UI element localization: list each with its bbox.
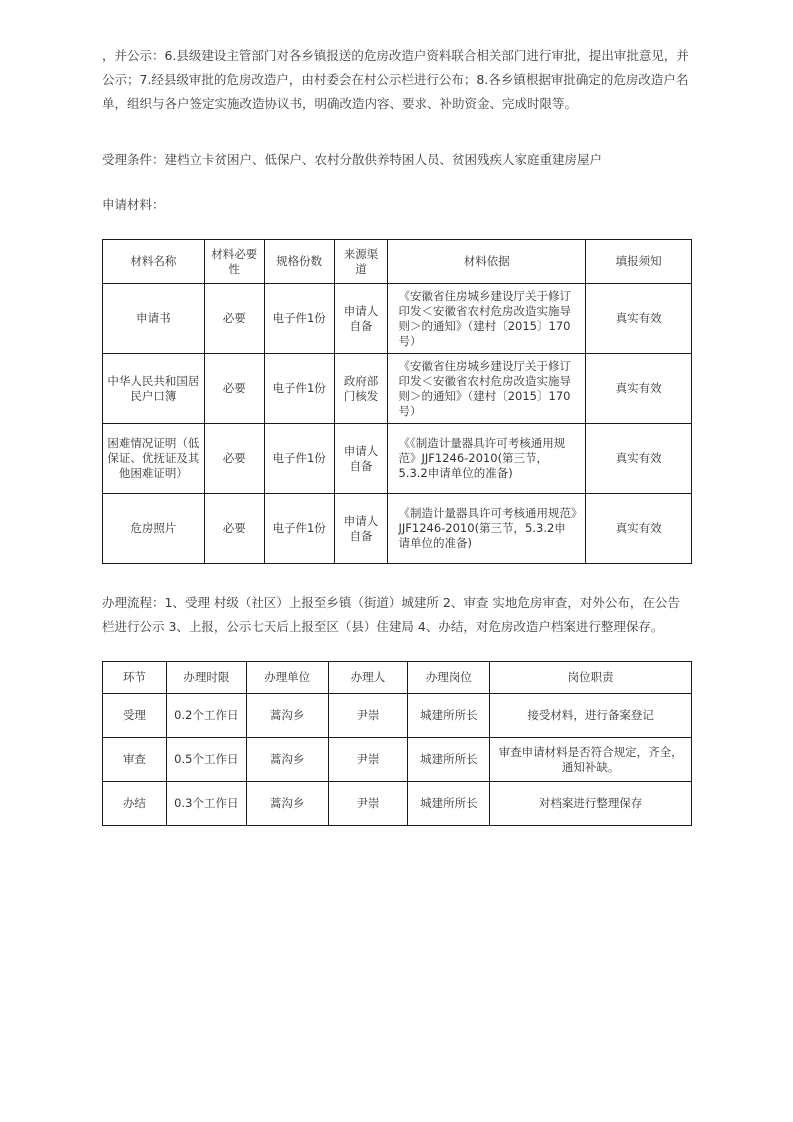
table-row (103, 424, 692, 494)
material-spec: 电子件1份 (264, 354, 334, 424)
table-row (103, 738, 692, 782)
header-necessity: 材料必要性 (204, 240, 264, 284)
process-post: 城建所所长 (408, 694, 490, 738)
process-duty: 接受材料，进行备案登记 (490, 694, 692, 738)
material-spec: 电子件1份 (264, 284, 334, 354)
material-name: 申请书 (103, 284, 205, 354)
material-note: 真实有效 (586, 354, 692, 424)
material-basis: 《安徽省住房城乡建设厅关于修订印发＜安徽省农村危房改造实施导则＞的通知》（建村〔2015〕170号） (388, 284, 586, 354)
process-person: 尹崇 (328, 782, 408, 826)
table-row (103, 284, 692, 354)
table-row (103, 694, 692, 738)
material-name: 困难情况证明（低保证、优抚证及其他困难证明） (103, 424, 205, 494)
material-source: 政府部门核发 (334, 354, 388, 424)
table-row (103, 782, 692, 826)
process-time: 0.3个工作日 (166, 782, 246, 826)
table-row (103, 494, 692, 564)
process-unit: 蒿沟乡 (246, 782, 328, 826)
material-note: 真实有效 (586, 424, 692, 494)
material-necessity: 必要 (204, 424, 264, 494)
process-duty: 对档案进行整理保存 (490, 782, 692, 826)
process-duty: 审查申请材料是否符合规定，齐全，通知补缺。 (490, 738, 692, 782)
header-post: 办理岗位 (408, 662, 490, 694)
materials-header-row (103, 240, 692, 284)
process-step: 受理 (103, 694, 167, 738)
header-spec: 规格份数 (264, 240, 334, 284)
header-source: 来源渠道 (334, 240, 388, 284)
materials-table (102, 239, 692, 564)
material-spec: 电子件1份 (264, 424, 334, 494)
process-person: 尹崇 (328, 738, 408, 782)
material-necessity: 必要 (204, 354, 264, 424)
material-name: 危房照片 (103, 494, 205, 564)
header-unit: 办理单位 (246, 662, 328, 694)
acceptance-conditions: 受理条件：建档立卡贫困户、低保户、农村分散供养特困人员、贫困残疾人家庭重建房屋户 (102, 152, 603, 167)
header-material-name: 材料名称 (103, 240, 205, 284)
material-source: 申请人自备 (334, 494, 388, 564)
material-necessity: 必要 (204, 284, 264, 354)
header-note: 填报须知 (586, 240, 692, 284)
header-basis: 材料依据 (388, 240, 586, 284)
process-step: 办结 (103, 782, 167, 826)
materials-heading: 申请材料： (102, 197, 165, 212)
process-time: 0.2个工作日 (166, 694, 246, 738)
header-step: 环节 (103, 662, 167, 694)
process-step: 审查 (103, 738, 167, 782)
material-note: 真实有效 (586, 284, 692, 354)
header-duty: 岗位职责 (490, 662, 692, 694)
process-header-row (103, 662, 692, 694)
process-post: 城建所所长 (408, 782, 490, 826)
material-source: 申请人自备 (334, 424, 388, 494)
material-name: 中华人民共和国居民户口簿 (103, 354, 205, 424)
intro-paragraph: ，并公示：6.县级建设主管部门对各乡镇报送的危房改造户资料联合相关部门进行审批，提出审批意见，并公示；7.经县级审批的危房改造户，由村委会在村公示栏进行公布；8.各乡镇根据审批确定的危房改造户名单，组织与各户签定实施改造协议书，明确改造内容、要求、补助资金、完成时限等。 (102, 48, 689, 111)
material-basis: 《制造计量器具许可考核通用规范》JJF1246-2010(第三节，5.3.2申请单位的准备) (388, 494, 586, 564)
material-basis: 《《制造计量器具许可考核通用规范》JJF1246-2010(第三节，5.3.2申请单位的准备) (388, 424, 586, 494)
material-source: 申请人自备 (334, 284, 388, 354)
process-unit: 蒿沟乡 (246, 694, 328, 738)
material-necessity: 必要 (204, 494, 264, 564)
material-basis: 《安徽省住房城乡建设厅关于修订印发＜安徽省农村危房改造实施导则＞的通知》（建村〔2015〕170号） (388, 354, 586, 424)
material-spec: 电子件1份 (264, 494, 334, 564)
header-time-limit: 办理时限 (166, 662, 246, 694)
process-table (102, 661, 692, 826)
process-unit: 蒿沟乡 (246, 738, 328, 782)
header-handler: 办理人 (328, 662, 408, 694)
process-person: 尹崇 (328, 694, 408, 738)
material-note: 真实有效 (586, 494, 692, 564)
process-post: 城建所所长 (408, 738, 490, 782)
process-flow-paragraph: 办理流程：1、受理 村级（社区）上报至乡镇（街道）城建所 2、审查 实地危房审查，对外公布，在公告栏进行公示 3、上报，公示七天后上报至区（县）住建局 4、办结，对危房改造户档案进行整理保存。 (102, 595, 680, 634)
table-row (103, 354, 692, 424)
process-time: 0.5个工作日 (166, 738, 246, 782)
